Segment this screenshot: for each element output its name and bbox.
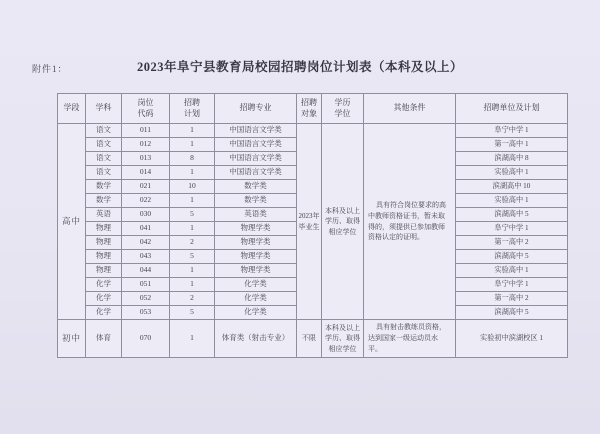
cell-code: 012 [122,138,170,152]
degree-cell-junior: 本科及以上学历、取得相应学位 [322,320,364,358]
cell-subject: 物理 [86,264,122,278]
cell-subject: 语文 [86,166,122,180]
cell-code: 042 [122,236,170,250]
recruitment-table [57,93,568,358]
cell-major: 中国语言文学类 [215,138,297,152]
cell-unit: 第一高中 2 [456,292,568,306]
header-code: 岗位 代码 [122,94,170,124]
header-unit: 招聘单位及计划 [456,94,568,124]
cell-unit: 阜宁中学 1 [456,124,568,138]
degree-cell-senior: 本科及以上学历、取得相应学位 [322,124,364,320]
cell-plan: 1 [170,194,215,208]
cell-plan: 10 [170,180,215,194]
cell-unit: 第一高中 2 [456,236,568,250]
header-major: 招聘专业 [215,94,297,124]
page-title: 2023年阜宁县教育局校园招聘岗位计划表（本科及以上） [136,60,463,74]
table-header-row [58,94,568,124]
cell-plan: 1 [170,124,215,138]
cell-code: 011 [122,124,170,138]
cell-plan: 2 [170,292,215,306]
cell-plan: 5 [170,306,215,320]
cell-plan: 1 [170,278,215,292]
header-subject: 学科 [86,94,122,124]
cell-major: 化学类 [215,292,297,306]
cell-code: 022 [122,194,170,208]
cell-code: 021 [122,180,170,194]
table-row [58,320,568,358]
cell-code: 044 [122,264,170,278]
cell-major: 化学类 [215,306,297,320]
cell-plan: 5 [170,250,215,264]
cell-unit: 阜宁中学 1 [456,278,568,292]
target-cell-senior: 2023年毕业生 [297,124,322,320]
cell-major: 化学类 [215,278,297,292]
cell-major: 中国语言文学类 [215,166,297,180]
cell-code: 030 [122,208,170,222]
cell-unit: 滨湖高中 5 [456,250,568,264]
cell-subject: 语文 [86,152,122,166]
header-stage: 学段 [58,94,86,124]
cell-code: 043 [122,250,170,264]
cell-major: 中国语言文学类 [215,152,297,166]
cell-unit: 实验高中 1 [456,264,568,278]
cell-subject: 体育 [86,320,122,358]
header-other: 其他条件 [364,94,456,124]
header-plan: 招聘 计划 [170,94,215,124]
cell-code: 053 [122,306,170,320]
cell-plan: 1 [170,166,215,180]
table-row [58,124,568,138]
attachment-label: 附件1： [32,64,68,74]
cell-plan: 1 [170,222,215,236]
cell-code: 051 [122,278,170,292]
cell-subject: 化学 [86,306,122,320]
cell-plan: 8 [170,152,215,166]
cell-subject: 物理 [86,236,122,250]
cell-plan: 1 [170,138,215,152]
cell-unit: 实验高中 1 [456,194,568,208]
cell-code: 070 [122,320,170,358]
cell-code: 013 [122,152,170,166]
cell-plan: 1 [170,320,215,358]
cell-unit: 实验初中滨湖校区 1 [456,320,568,358]
cell-subject: 语文 [86,124,122,138]
cell-plan: 5 [170,208,215,222]
other-conditions-cell-senior: 具有符合岗位要求的高中教师资格证书，暂未取得的，须提供已参加教师资格认定的证明。 [364,124,456,320]
cell-unit: 实验高中 1 [456,166,568,180]
cell-unit: 滨湖高中 10 [456,180,568,194]
cell-major: 数学类 [215,180,297,194]
cell-major: 物理学类 [215,250,297,264]
cell-subject: 化学 [86,278,122,292]
cell-major: 数学类 [215,194,297,208]
cell-unit: 滨湖高中 5 [456,208,568,222]
cell-unit: 阜宁中学 1 [456,222,568,236]
stage-cell-senior: 高中 [58,124,86,320]
cell-plan: 2 [170,236,215,250]
cell-major: 体育类（射击专业） [215,320,297,358]
cell-subject: 物理 [86,222,122,236]
cell-subject: 语文 [86,138,122,152]
cell-code: 052 [122,292,170,306]
other-conditions-cell-junior: 具有射击教练员资格，达到国家一级运动员水平。 [364,320,456,358]
cell-subject: 英语 [86,208,122,222]
header-degree: 学历 学位 [322,94,364,124]
cell-major: 物理学类 [215,222,297,236]
cell-major: 英语类 [215,208,297,222]
cell-unit: 滨湖高中 8 [456,152,568,166]
stage-cell-junior: 初中 [58,320,86,358]
cell-code: 014 [122,166,170,180]
cell-unit: 滨湖高中 5 [456,306,568,320]
header-target: 招聘 对象 [297,94,322,124]
cell-subject: 数学 [86,180,122,194]
target-cell-junior: 不限 [297,320,322,358]
cell-plan: 1 [170,264,215,278]
cell-major: 物理学类 [215,264,297,278]
cell-unit: 第一高中 1 [456,138,568,152]
cell-subject: 物理 [86,250,122,264]
cell-code: 041 [122,222,170,236]
cell-subject: 数学 [86,194,122,208]
cell-major: 中国语言文学类 [215,124,297,138]
cell-subject: 化学 [86,292,122,306]
cell-major: 物理学类 [215,236,297,250]
